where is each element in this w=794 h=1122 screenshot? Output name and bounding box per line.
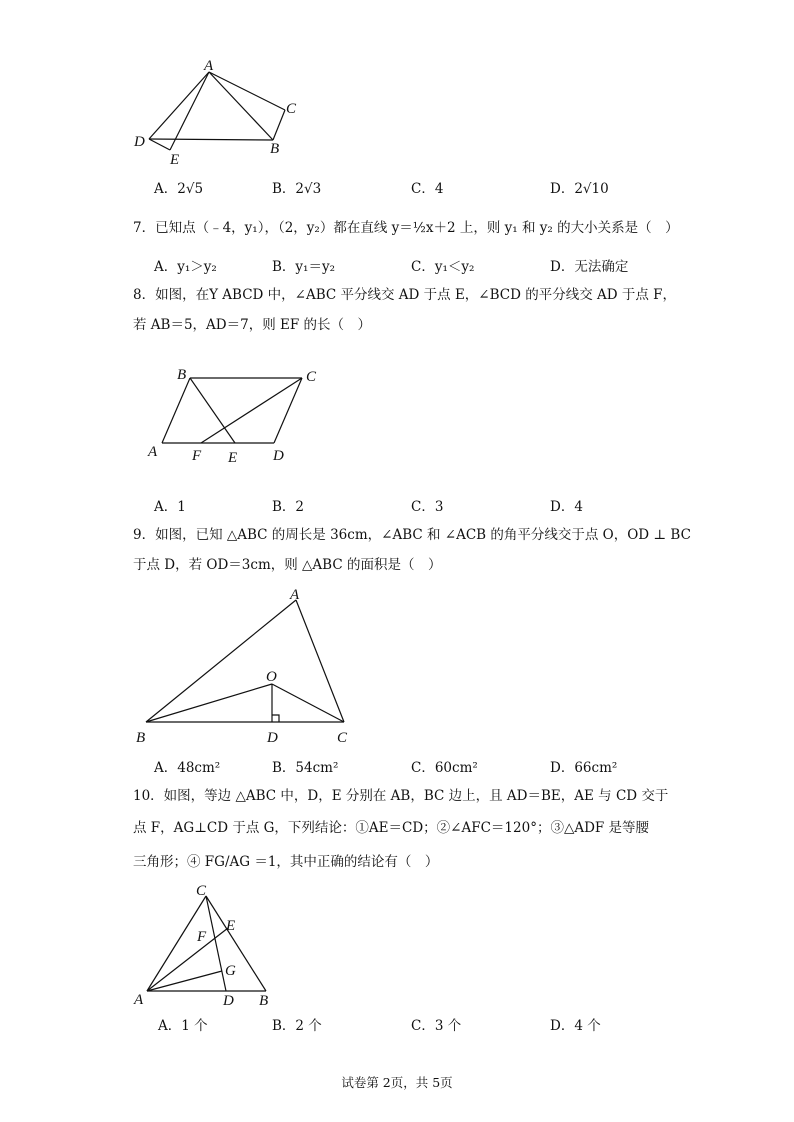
q6-label-e: E — [170, 152, 180, 168]
q10-stem-line2: 点 F，AG⊥CD 于点 G，下列结论：①AE＝CD；②∠AFC＝120°；③△ADF 是等腰 — [133, 820, 650, 836]
q6-option-b: B．2√3 — [272, 181, 322, 197]
q9-option-b: B．54cm² — [272, 760, 339, 776]
q8-option-c: C．3 — [411, 499, 444, 515]
q8-label-a: A — [148, 444, 158, 460]
q8-label-c: C — [306, 369, 317, 385]
q8-stem-line2: 若 AB＝5，AD＝7，则 EF 的长（ ） — [133, 317, 372, 333]
q8-figure — [140, 362, 340, 467]
q10-figure — [130, 878, 290, 1010]
q8-option-a: A．1 — [154, 499, 186, 515]
q7-option-b: B．y₁＝y₂ — [272, 259, 335, 275]
q10-label-c: C — [196, 883, 207, 899]
q10-label-b: B — [259, 993, 269, 1009]
q10-stem-line1: 10．如图，等边 △ABC 中，D，E 分别在 AB，BC 边上，且 AD＝BE，AE 与 CD 交于 — [133, 788, 669, 804]
q6-label-d: D — [134, 134, 145, 150]
q6-option-c: C．4 — [411, 181, 444, 197]
q8-label-b: B — [177, 367, 187, 383]
page-footer: 试卷第 2页，共 5页 — [341, 1075, 453, 1090]
q8-label-f: F — [192, 448, 202, 464]
q10-label-g: G — [225, 963, 236, 979]
q7-option-c: C．y₁＜y₂ — [411, 259, 475, 275]
q9-label-d: D — [267, 730, 278, 746]
q9-stem-line1: 9．如图，已知 △ABC 的周长是 36cm，∠ABC 和 ∠ACB 的角平分线交于点 O，OD ⊥ BC — [133, 527, 691, 543]
q7-stem: 7．已知点（﹣4，y₁），（2，y₂）都在直线 y＝½x＋2 上，则 y₁ 和 y₂ 的大小关系是（ ） — [133, 220, 679, 236]
q8-label-d: D — [273, 448, 284, 464]
q7-option-d: D．无法确定 — [550, 259, 629, 275]
q6-figure — [128, 58, 308, 168]
q8-option-d: D．4 — [550, 499, 583, 515]
q9-stem-line2: 于点 D，若 OD＝3cm，则 △ABC 的面积是（ ） — [133, 557, 442, 573]
q10-label-f: F — [197, 929, 207, 945]
q8-label-e: E — [228, 450, 238, 466]
q8-option-b: B．2 — [272, 499, 305, 515]
q9-option-c: C．60cm² — [411, 760, 478, 776]
q9-figure — [130, 582, 360, 747]
q10-option-c: C．3 个 — [411, 1018, 462, 1034]
q10-label-a: A — [134, 992, 144, 1008]
q9-label-o: O — [266, 669, 277, 685]
q10-option-a: A．1 个 — [158, 1018, 208, 1034]
q10-label-e: E — [226, 918, 236, 934]
q7-option-a: A．y₁＞y₂ — [154, 259, 217, 275]
q6-label-b: B — [270, 141, 280, 157]
q6-label-c: C — [286, 101, 297, 117]
q6-option-d: D．2√10 — [550, 181, 609, 197]
q10-option-d: D．4 个 — [550, 1018, 601, 1034]
q6-option-a: A．2√5 — [154, 181, 204, 197]
q10-option-b: B．2 个 — [272, 1018, 322, 1034]
q8-stem-line1: 8．如图，在Y ABCD 中，∠ABC 平分线交 AD 于点 E，∠BCD 的平分线交 AD 于点 F， — [133, 287, 677, 303]
q9-label-c: C — [337, 730, 348, 746]
q6-label-a: A — [204, 58, 214, 74]
q10-stem-line3: 三角形；④ FG/AG ＝1，其中正确的结论有（ ） — [133, 854, 439, 870]
q9-option-d: D．66cm² — [550, 760, 618, 776]
q9-label-a: A — [290, 587, 300, 603]
q9-label-b: B — [136, 730, 146, 746]
q10-label-d: D — [223, 993, 234, 1009]
q9-option-a: A．48cm² — [154, 760, 221, 776]
